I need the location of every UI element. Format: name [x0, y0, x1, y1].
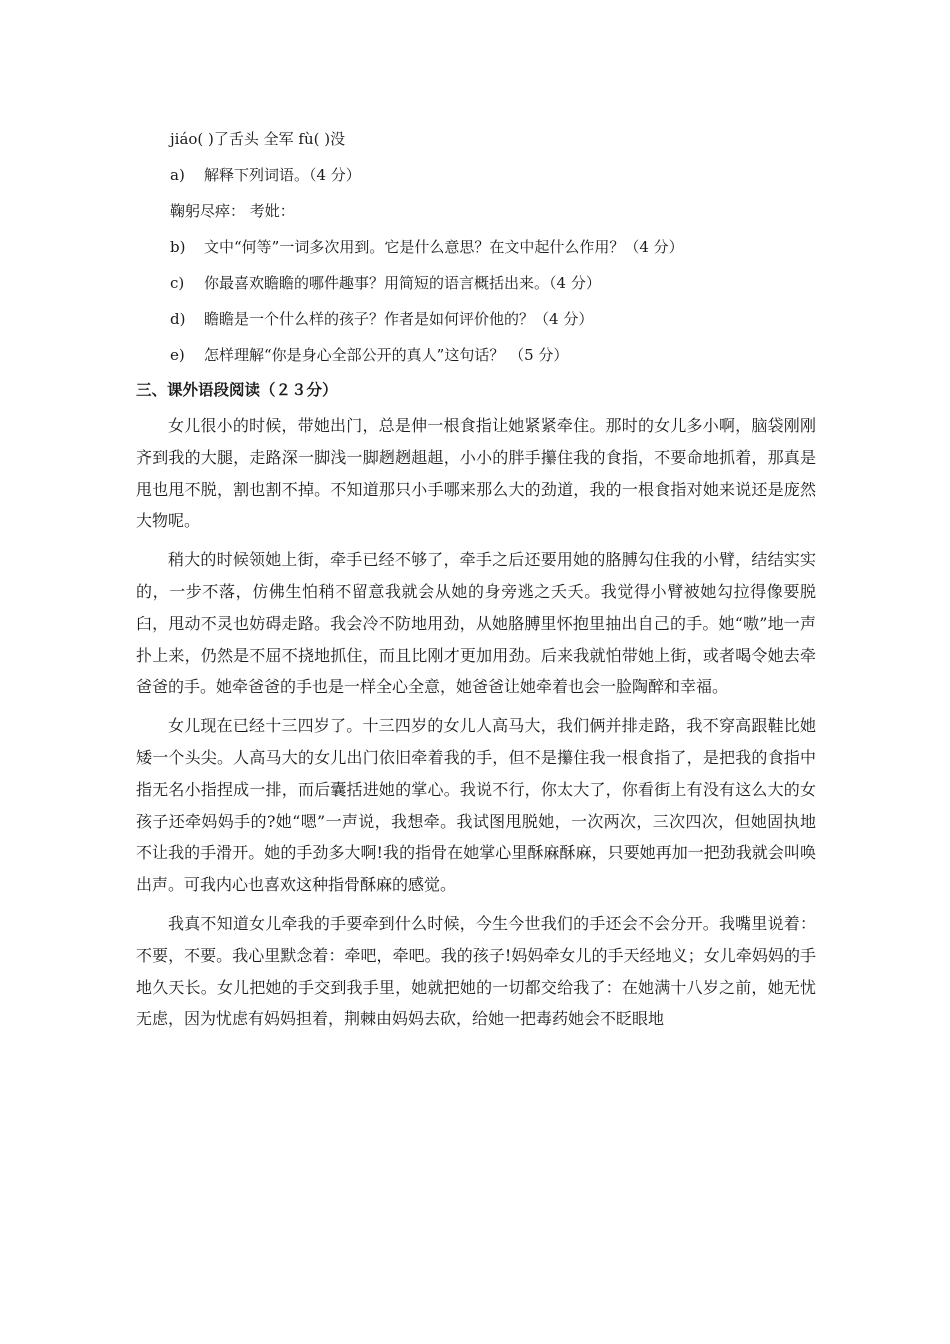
question-tag: c)	[170, 274, 185, 292]
question-text: 解释下列词语。（4 分）	[204, 166, 361, 184]
question-b	[170, 236, 684, 257]
pinyin-fill-line: jiáo( )了舌头 全军 fù( )没	[170, 130, 346, 148]
passage-paragraph: 稍大的时候领她上街，牵手已经不够了，牵手之后还要用她的胳膊勾住我的小臂，结结实实的，一步不落，仿佛生怕稍不留意我就会从她的身旁逃之夭夭。我觉得小臂被她勾拉得像要脱臼，甩动不灵也妨碍走路。我会冷不防地用劲，从她胳膊里怀抱里抽出自己的手。她“嗷”地一声扑上来，仍然是不屈不挠地抓住，而且比刚才更加用劲。后来我就怕带她上街，或者喝令她去牵爸爸的手。她牵爸爸的手也是一样全心全意，她爸爸让她牵着也会一脸陶醉和幸福。	[136, 550, 816, 697]
question-d	[170, 308, 593, 329]
question-tag: a)	[170, 166, 185, 184]
question-tag: d)	[170, 310, 186, 328]
question-text: 文中“何等”一词多次用到。它是什么意思？在文中起什么作用？（4 分）	[204, 238, 684, 256]
question-text: 你最喜欢瞻瞻的哪件趣事？用简短的语言概括出来。（4 分）	[204, 274, 601, 292]
question-text: 瞻瞻是一个什么样的孩子？作者是如何评价他的？（4 分）	[204, 310, 594, 328]
passage-paragraph: 女儿现在已经十三四岁了。十三四岁的女儿人高马大，我们俩并排走路，我不穿高跟鞋比她矮一个头尖。人高马大的女儿出门依旧牵着我的手，但不是攥住我一根食指了，是把我的食指中指无名小指捏成一排，而后囊括进她的掌心。我说不行，你太大了，你看街上有没有这么大的女孩子还牵妈妈手的?她“嗯”一声说，我想牵。我试图甩脱她，一次两次，三次四次，但她固执地不让我的手滑开。她的手劲多大啊!我的指骨在她掌心里酥麻酥麻，只要她再加一把劲我就会叫唤出声。可我内心也喜欢这种指骨酥麻的感觉。	[136, 716, 816, 895]
passage-paragraph: 我真不知道女儿牵我的手要牵到什么时候，今生今世我们的手还会不会分开。我嘴里说着：不要，不要。我心里默念着：牵吧，牵吧。我的孩子!妈妈牵女儿的手天经地义；女儿牵妈妈的手地久天长。女儿把她的手交到我手里，她就把她的一切都交给我了：在她满十八岁之前，她无忧无虑，因为忧虑有妈妈担着，荆棘由妈妈去砍，给她一把毒药她会不眨眼地	[136, 913, 816, 1029]
question-e	[170, 344, 568, 365]
question-tag: e)	[170, 346, 185, 364]
question-c	[170, 272, 601, 293]
question-a	[170, 164, 361, 185]
question-tag: b)	[170, 238, 186, 256]
section-heading: 三、课外语段阅读（２３分）	[136, 381, 338, 399]
reading-passage	[136, 410, 816, 1042]
question-text: 怎样理解“你是身心全部公开的真人”这句话？ （5 分）	[204, 346, 569, 364]
passage-paragraph: 女儿很小的时候，带她出门，总是伸一根食指让她紧紧牵住。那时的女儿多小啊，脑袋刚刚齐到我的大腿，走路深一脚浅一脚趔趔趄趄，小小的胖手攥住我的食指，不要命地抓着，那真是甩也甩不脱，割也割不掉。不知道那只小手哪来那么大的劲道，我的一根食指对她来说还是庞然大物呢。	[136, 416, 816, 531]
vocab-answer-line: 鞠躬尽瘁： 考妣：	[170, 202, 295, 220]
